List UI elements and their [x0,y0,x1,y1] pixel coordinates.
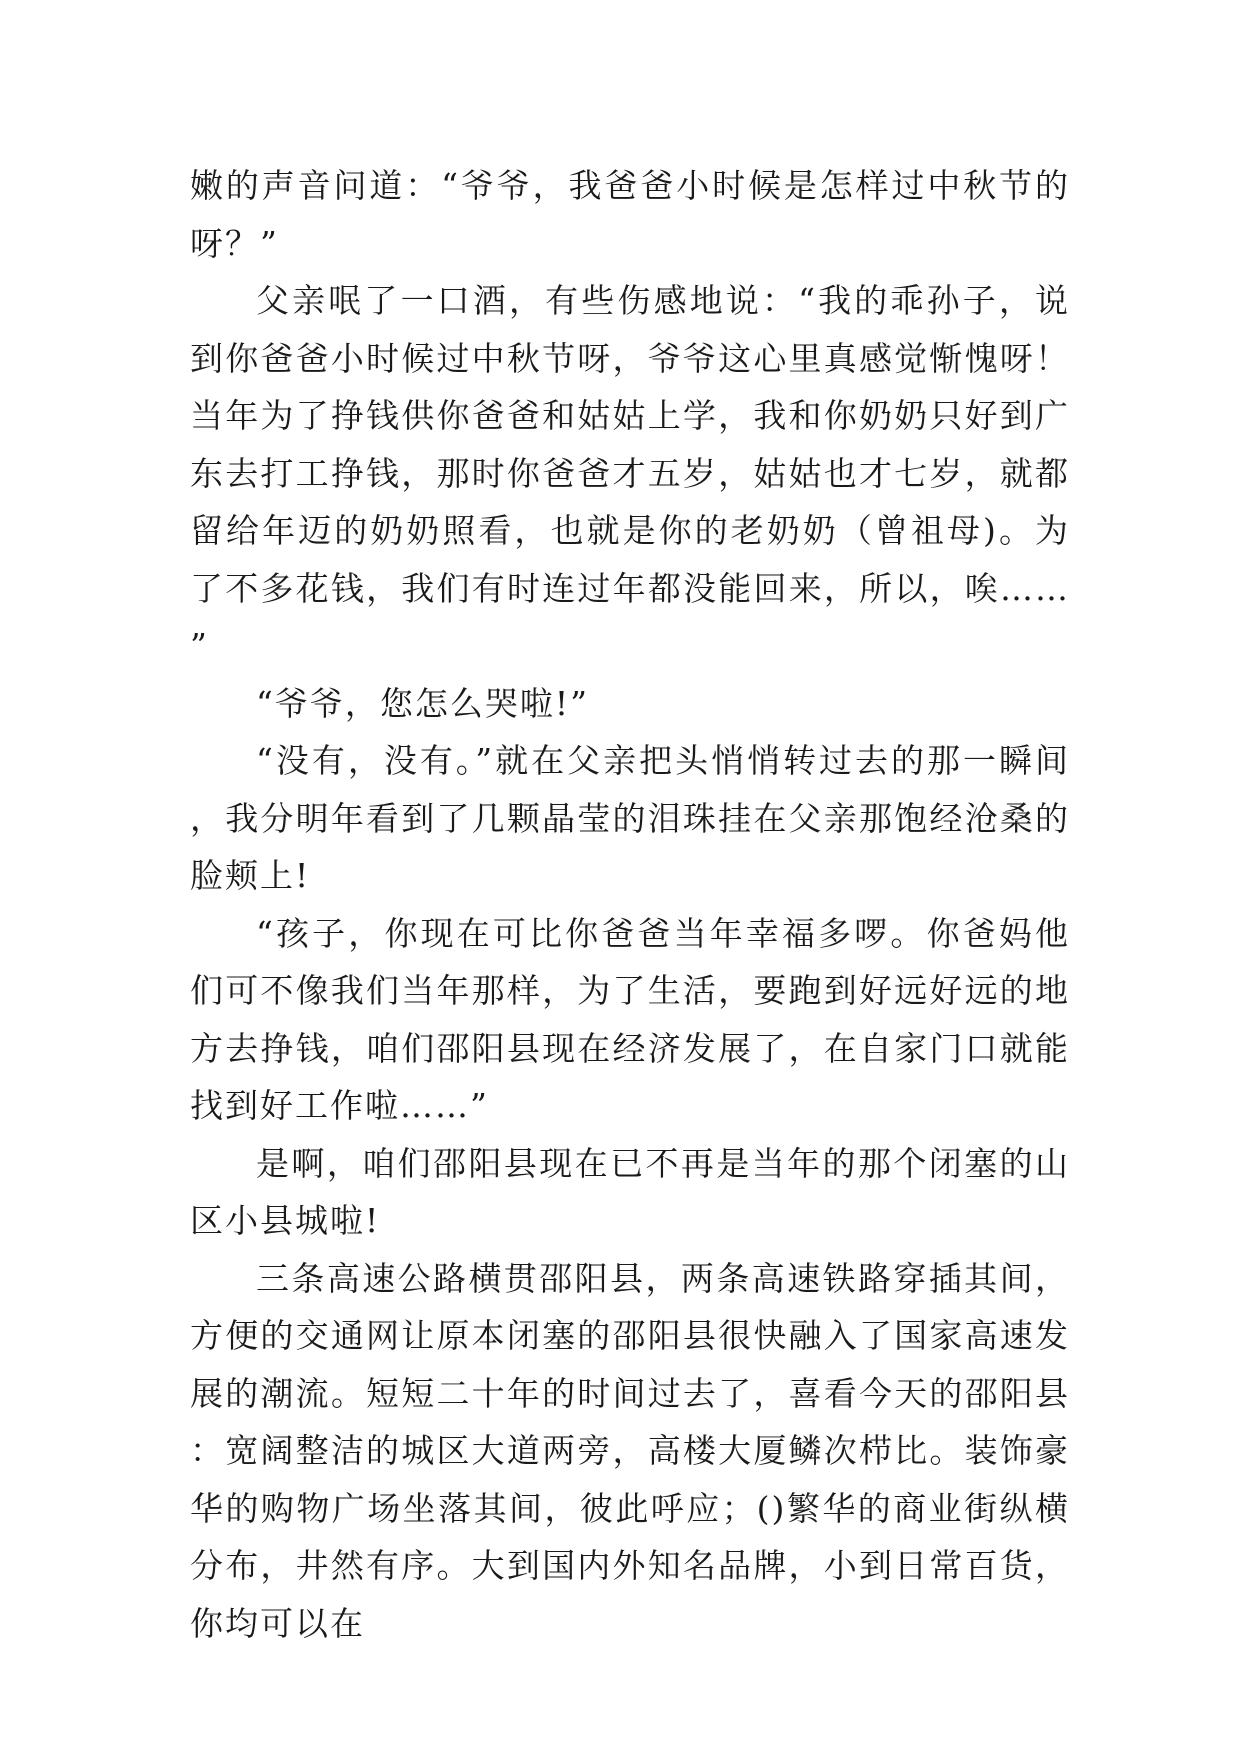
paragraph: 是啊，咱们邵阳县现在已不再是当年的那个闭塞的山区小县城啦! [190,1143,1070,1240]
paragraph: 嫩的声音问道：“爷爷，我爸爸小时候是怎样过中秋节的呀？” [190,166,1070,263]
paragraph: 父亲呡了一口酒，有些伤感地说：“我的乖孙子，说到你爸爸小时候过中秋节呀，爷爷这心里真感觉惭愧呀！当年为了挣钱供你爸爸和姑姑上学，我和你奶奶只好到广东去打工挣钱，那时你爸爸才五岁，姑姑也才七岁，就都留给年迈的奶奶照看，也就是你的老奶奶（曾祖母)。为了不多花钱，我们有时连过年都没能回来，所以，唉……” [190,281,1070,665]
paragraph: “没有，没有。”就在父亲把头悄悄转过去的那一瞬间，我分明年看到了几颗晶莹的泪珠挂在父亲那饱经沧桑的脸颊上! [190,741,1070,895]
paragraph: “孩子，你现在可比你爸爸当年幸福多啰。你爸妈他们可不像我们当年那样，为了生活，要跑到好远好远的地方去挣钱，咱们邵阳县现在经济发展了，在自家门口就能找到好工作啦……” [190,913,1070,1125]
paragraph: “爷爷，您怎么哭啦!” [256,683,590,723]
paragraph: 三条高速公路横贯邵阳县，两条高速铁路穿插其间，方便的交通网让原本闭塞的邵阳县很快融入了国家高速发展的潮流。短短二十年的时间过去了，喜看今天的邵阳县：宽阔整洁的城区大道两旁，高楼大厦鳞次栉比。装饰豪华的购物广场坐落其间，彼此呼应；()繁华的商业街纵横分布，井然有序。大到国内外知名品牌，小到日常百货，你均可以在 [190,1258,1070,1643]
document-body [190,157,1070,1652]
